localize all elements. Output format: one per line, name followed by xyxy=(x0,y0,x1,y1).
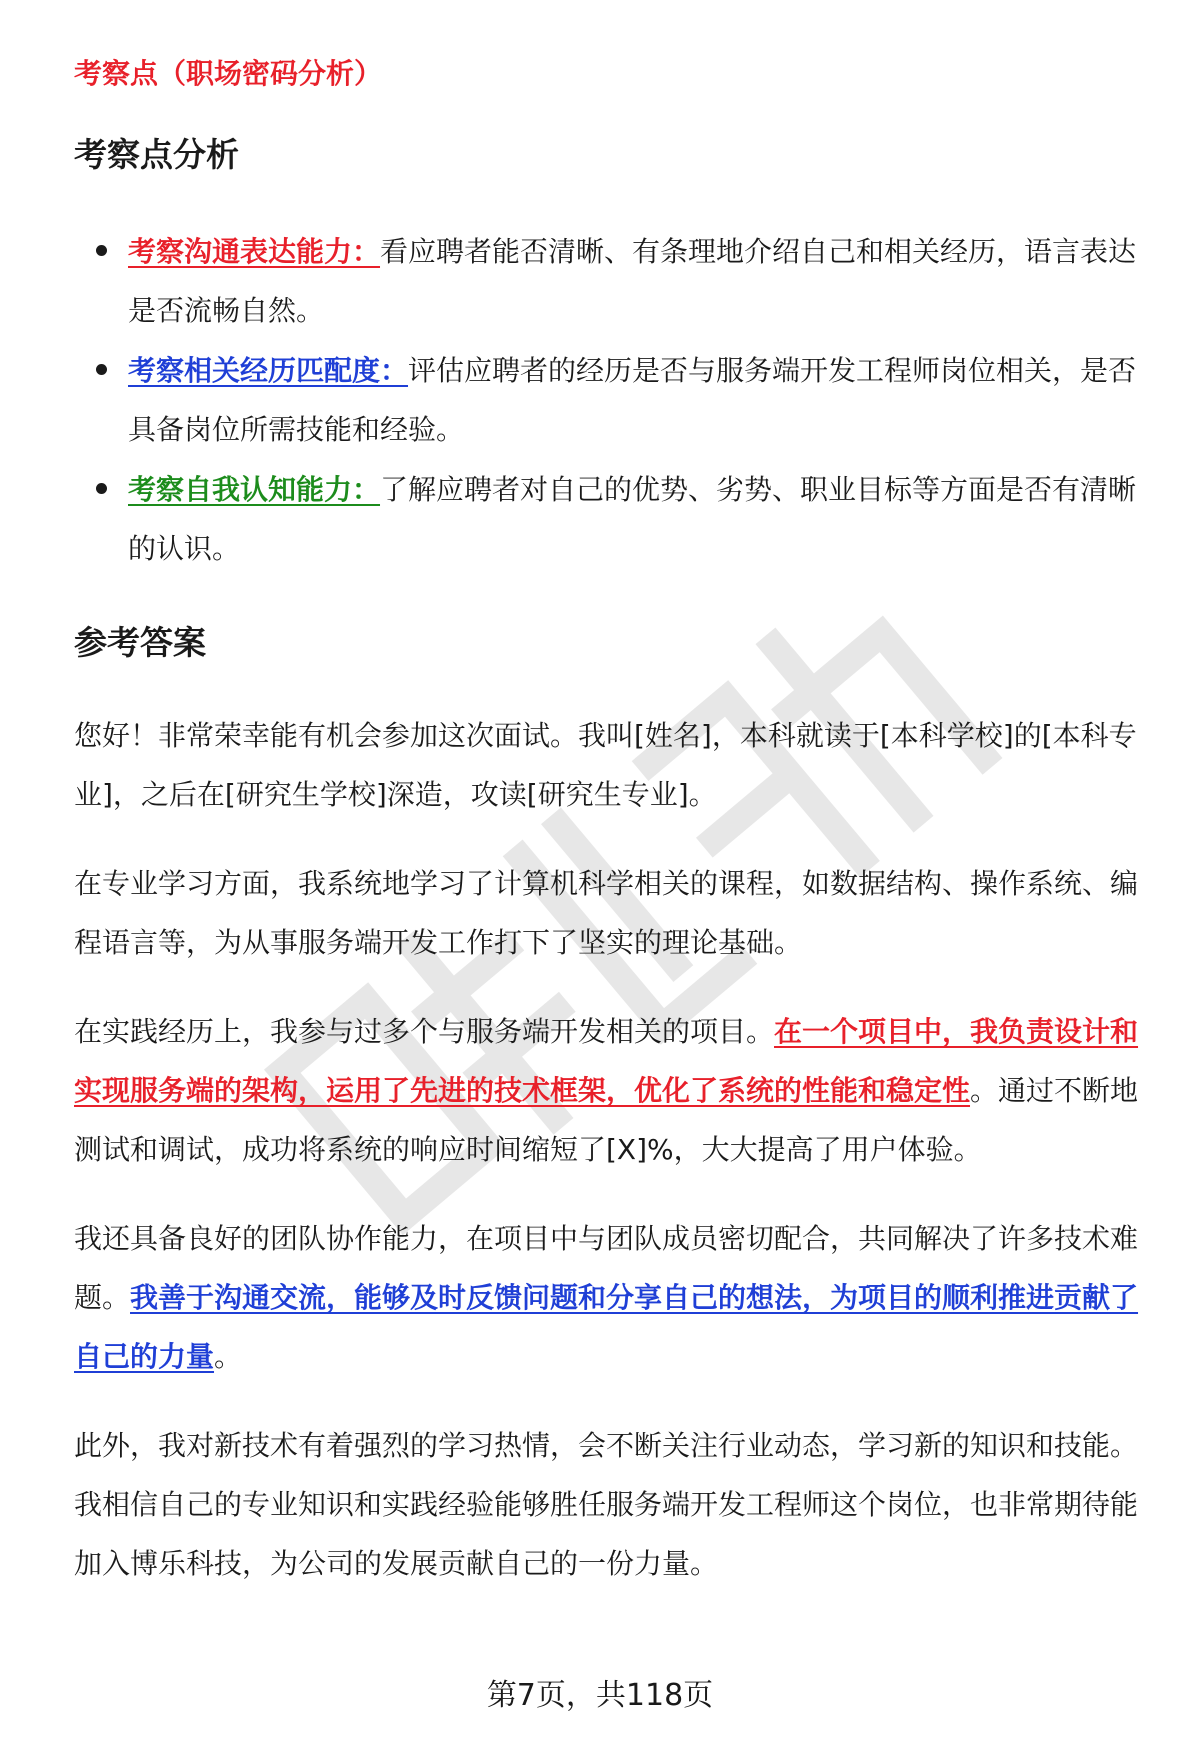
paragraph-text: 。通过不断地测试和调试，成功将系统的响应时间缩短了[X]%，大大提高了用户体验。 xyxy=(74,1074,1139,1166)
list-item xyxy=(74,460,1146,578)
point-text: 了解应聘者对自己的优势、劣势、职业目标等方面是否有清晰的认识。 xyxy=(128,473,1137,565)
bullet-icon xyxy=(96,483,107,494)
section-label: 考察点（职场密码分析） xyxy=(74,57,383,90)
answer-heading: 参考答案 xyxy=(74,623,206,662)
point-text: 评估应聘者的经历是否与服务端开发工程师岗位相关，是否具备岗位所需技能和经验。 xyxy=(128,354,1137,446)
answer-paragraph-study: 在专业学习方面，我系统地学习了计算机科学相关的课程，如数据结构、操作系统、编程语言等，为从事服务端开发工作打下了坚实的理论基础。 xyxy=(74,867,1139,959)
answer-paragraph-closing: 此外，我对新技术有着强烈的学习热情，会不断关注行业动态，学习新的知识和技能。我相信自己的专业知识和实践经验能够胜任服务端开发工程师这个岗位，也非常期待能加入博乐科技，为公司的发展贡献自己的一份力量。 xyxy=(74,1429,1139,1580)
list-item xyxy=(74,341,1146,459)
point-label-self-awareness: 考察自我认知能力： xyxy=(128,473,381,506)
answer-paragraph-practice xyxy=(74,1002,1146,1179)
paragraph-text: 在实践经历上，我参与过多个与服务端开发相关的项目。 xyxy=(74,1015,775,1048)
highlight-red: 在一个项目中，我负责设计和实现服务端的架构，运用了先进的技术框架，优化了系统的性能和稳定性 xyxy=(74,1015,1139,1107)
analysis-list xyxy=(74,222,1146,578)
bullet-icon xyxy=(96,364,107,375)
highlight-blue: 我善于沟通交流，能够及时反馈问题和分享自己的想法，为项目的顺利推进贡献了自己的力量 xyxy=(74,1281,1139,1373)
paragraph-text: 我还具备良好的团队协作能力，在项目中与团队成员密切配合，共同解决了许多技术难题。 xyxy=(74,1222,1139,1314)
point-text: 看应聘者能否清晰、有条理地介绍自己和相关经历，语言表达是否流畅自然。 xyxy=(128,235,1137,327)
answer-paragraph-teamwork xyxy=(74,1209,1146,1386)
bullet-icon xyxy=(96,245,107,256)
analysis-heading: 考察点分析 xyxy=(74,135,239,174)
main-content xyxy=(74,54,1146,1623)
paragraph-text: 。 xyxy=(214,1340,243,1373)
list-item xyxy=(74,222,1146,340)
point-label-experience-match: 考察相关经历匹配度： xyxy=(128,354,409,387)
answer-paragraph-intro: 您好！非常荣幸能有机会参加这次面试。我叫[姓名]，本科就读于[本科学校]的[本科专业]，之后在[研究生学校]深造，攻读[研究生专业]。 xyxy=(74,719,1137,811)
page-number: 第7页，共118页 xyxy=(486,1678,714,1713)
point-label-communication: 考察沟通表达能力： xyxy=(128,235,381,268)
